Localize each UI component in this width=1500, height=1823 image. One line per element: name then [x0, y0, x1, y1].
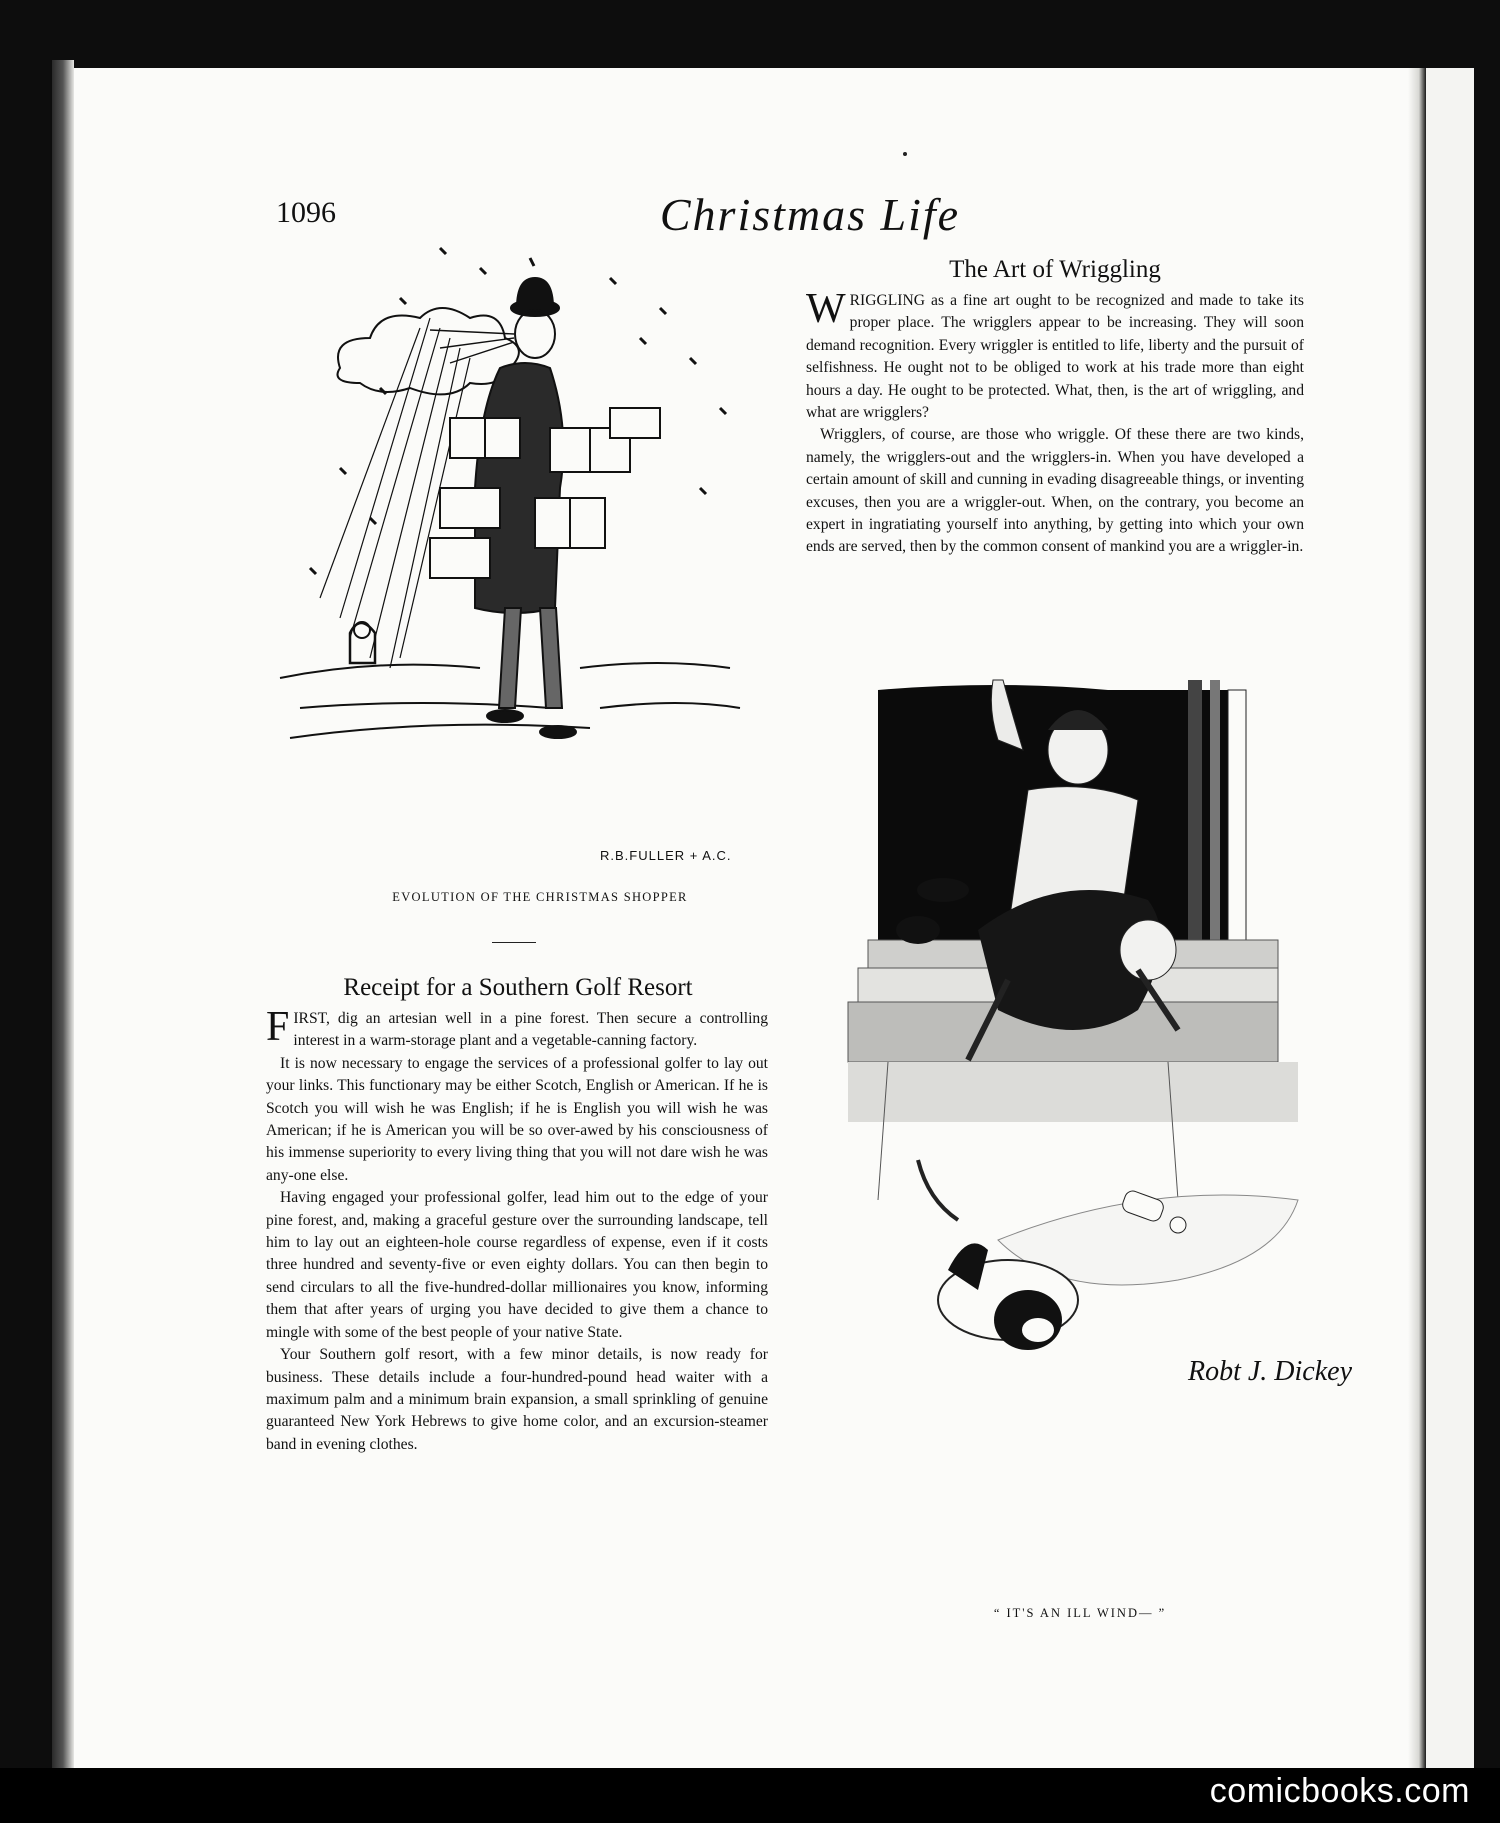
- paragraph: Your Southern golf resort, with a few minor details, is now ready for business. These details include a four-hundred-pound head waiter with a maximum palm and a minimum brain expansion, a small sprinkling of genuine guaranteed New York Hebrews to give home color, and an excursion-steamer band in evening clothes.: [266, 1346, 768, 1453]
- illustration-caption: “ IT'S AN ILL WIND— ”: [993, 1606, 1167, 1620]
- illustration-signature: Robt J. Dickey: [1188, 1356, 1353, 1387]
- paragraph: Wrigglers, of course, are those who wriggle. Of these there are two kinds, namely, the wrigglers-out and the wrigglers-in. When you have developed a certain amount of skill and cunning in evading disagreeable things, or inventing excuses, then you are a wriggler-out. When, on the contrary, you become an expert in ingratiating yourself into anything, by getting into which your own ends are served, then by the common consent of mankind you are a wriggler-in.: [806, 426, 1305, 556]
- book-spine: [1408, 68, 1426, 1768]
- paragraph: It is now necessary to engage the services of a professional golfer to lay out your links. This functionary may be either Scotch, English or American. If he is Scotch you will wish he was English; if he is English you will wish he was American; if he is American you will be so over-awed by his consciousness of his immense superiority to every living thing that you will not dare wish he was any-one else.: [266, 1054, 768, 1184]
- illustration-christmas-shopper: [280, 238, 800, 868]
- page-number: 1096: [276, 196, 336, 229]
- paragraph-text: IRST, dig an artesian well in a pine forest. Then secure a controlling interest in a warm-storage plant and a vegetable-canning factory.: [293, 1010, 768, 1050]
- article-body: [806, 286, 1305, 559]
- watermark: comicbooks.com: [1209, 1772, 1470, 1810]
- scan-left-edge: [52, 60, 74, 1780]
- illustration-caption: EVOLUTION OF THE CHRISTMAS SHOPPER: [392, 890, 688, 904]
- illustration-signature: R.B.FULLER + A.C.: [600, 848, 732, 863]
- article-title: Receipt for a Southern Golf Resort: [343, 974, 693, 1001]
- illustration-ill-wind: [848, 680, 1353, 1630]
- facing-page-edge: [1426, 68, 1474, 1768]
- paragraph: [806, 286, 1304, 424]
- drop-cap: F: [266, 1004, 290, 1050]
- article-body: [266, 1004, 768, 1456]
- print-speck: [903, 152, 907, 156]
- paragraph: [266, 1004, 768, 1053]
- section-divider: [492, 942, 536, 943]
- paragraph: Having engaged your professional golfer, lead him out to the edge of your pine forest, and, making a graceful gesture over the surrounding landscape, tell him to lay out an eighteen-hole course regardless of expense, even if it costs three hundred and seventy-five or even eighty dollars. You can then begin to send circulars to all the five-hundred-dollar millionaires you know, informing them that after years of urging you have decided to give them a chance to mingle with some of the best people of your native State.: [266, 1189, 768, 1341]
- drop-cap: W: [806, 286, 846, 332]
- paragraph-text: RIGGLING as a fine art ought to be recognized and made to take its proper place. The wrigglers appear to be increasing. They will soon demand recognition. Every wriggler is entitled to life, liberty and the pursuit of selfishness. He ought not to be obliged to work at his trade more than eight hours a day. He ought to be protected. What, then, is the art of wriggling, and what are wrigglers?: [806, 292, 1304, 422]
- running-title: Christmas Life: [659, 189, 961, 240]
- article-title: The Art of Wriggling: [949, 256, 1161, 283]
